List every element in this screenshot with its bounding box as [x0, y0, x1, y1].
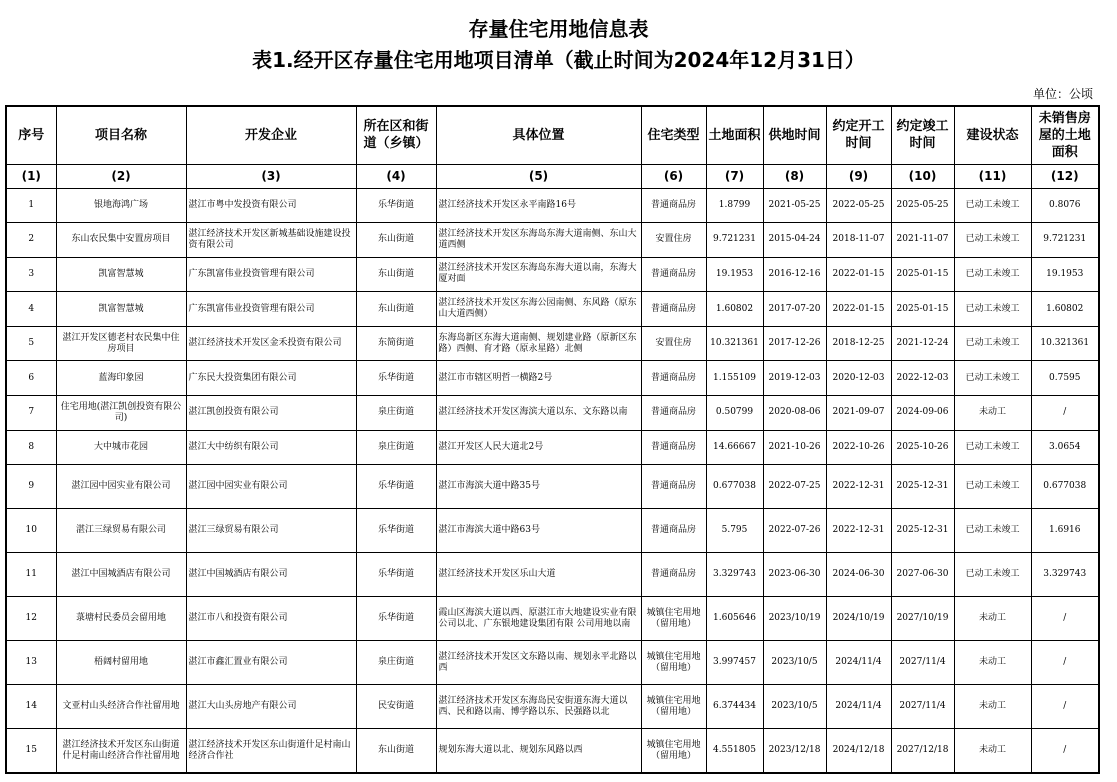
table-row	[6, 597, 1099, 641]
row-number: 3	[6, 257, 56, 292]
location: 湛江经济技术开发区东海岛民安街道东海大道以西、民和路以南、博学路以东、民强路以北	[436, 685, 641, 729]
table-row	[6, 729, 1099, 773]
finish-date: 2025-10-26	[891, 430, 954, 465]
header-cell: 具体位置	[436, 106, 641, 164]
project-name: 大中城市花园	[56, 430, 186, 465]
table-row	[6, 641, 1099, 685]
developer: 湛江经济技术开发区新城基础设施建设投资有限公司	[186, 223, 356, 258]
developer: 湛江大山头房地产有限公司	[186, 685, 356, 729]
column-number-cell: (7)	[706, 164, 763, 188]
finish-date: 2025-01-15	[891, 257, 954, 292]
housing-type: 普通商品房	[641, 509, 706, 553]
row-number: 5	[6, 326, 56, 361]
developer: 湛江市粤中发投资有限公司	[186, 188, 356, 223]
district: 泉庄街道	[356, 641, 436, 685]
build-status: 未动工	[954, 396, 1031, 431]
column-number-cell: (9)	[826, 164, 891, 188]
table-subtitle: 表1.经开区存量住宅用地项目清单（截止时间为2024年12月31日）	[252, 48, 865, 72]
supply-date: 2021-10-26	[763, 430, 826, 465]
table-row	[6, 465, 1099, 509]
location: 湛江经济技术开发区永平南路16号	[436, 188, 641, 223]
start-date: 2022-10-26	[826, 430, 891, 465]
land-area: 10.321361	[706, 326, 763, 361]
district: 泉庄街道	[356, 396, 436, 431]
start-date: 2024-06-30	[826, 553, 891, 597]
build-status: 已动工未竣工	[954, 465, 1031, 509]
table-row	[6, 685, 1099, 729]
land-area: 5.795	[706, 509, 763, 553]
column-number-cell: (2)	[56, 164, 186, 188]
column-number-cell: (6)	[641, 164, 706, 188]
supply-date: 2023-06-30	[763, 553, 826, 597]
build-status: 已动工未竣工	[954, 361, 1031, 396]
location: 湛江市海滨大道中路35号	[436, 465, 641, 509]
finish-date: 2021-12-24	[891, 326, 954, 361]
district: 东山街道	[356, 729, 436, 773]
start-date: 2022-12-31	[826, 465, 891, 509]
table-row	[6, 361, 1099, 396]
land-area: 14.66667	[706, 430, 763, 465]
header-cell: 土地面积	[706, 106, 763, 164]
build-status: 已动工未竣工	[954, 509, 1031, 553]
start-date: 2024/12/18	[826, 729, 891, 773]
column-number-cell: (4)	[356, 164, 436, 188]
supply-date: 2023/10/19	[763, 597, 826, 641]
supply-date: 2017-12-26	[763, 326, 826, 361]
table-row	[6, 509, 1099, 553]
project-name: 梧阔村留用地	[56, 641, 186, 685]
supply-date: 2022-07-26	[763, 509, 826, 553]
unsold-area: /	[1031, 641, 1099, 685]
column-number-row	[6, 164, 1099, 188]
header-cell: 序号	[6, 106, 56, 164]
supply-date: 2022-07-25	[763, 465, 826, 509]
start-date: 2024/11/4	[826, 685, 891, 729]
housing-type: 普通商品房	[641, 430, 706, 465]
district: 民安街道	[356, 685, 436, 729]
build-status: 已动工未竣工	[954, 430, 1031, 465]
finish-date: 2027/12/18	[891, 729, 954, 773]
header-cell: 住宅类型	[641, 106, 706, 164]
land-area: 3.329743	[706, 553, 763, 597]
column-number-cell: (12)	[1031, 164, 1099, 188]
unsold-area: 0.7595	[1031, 361, 1099, 396]
finish-date: 2025-05-25	[891, 188, 954, 223]
table-row	[6, 553, 1099, 597]
location: 东海岛新区东海大道南侧、规划建业路（原新区东路）西侧、育才路（原永星路）北侧	[436, 326, 641, 361]
district: 东山街道	[356, 292, 436, 327]
unsold-area: 19.1953	[1031, 257, 1099, 292]
district: 乐华街道	[356, 597, 436, 641]
row-number: 7	[6, 396, 56, 431]
build-status: 未动工	[954, 597, 1031, 641]
table-row	[6, 188, 1099, 223]
housing-type: 城镇住宅用地（留用地）	[641, 641, 706, 685]
project-name: 住宅用地(湛江凯创投资有限公司)	[56, 396, 186, 431]
finish-date: 2027-06-30	[891, 553, 954, 597]
housing-type: 普通商品房	[641, 465, 706, 509]
developer: 湛江中国城酒店有限公司	[186, 553, 356, 597]
developer: 广东凯富伟业投资管理有限公司	[186, 257, 356, 292]
row-number: 2	[6, 223, 56, 258]
unsold-area: 3.0654	[1031, 430, 1099, 465]
finish-date: 2025-01-15	[891, 292, 954, 327]
project-name: 菉塘村民委员会留用地	[56, 597, 186, 641]
housing-type: 普通商品房	[641, 188, 706, 223]
housing-type: 普通商品房	[641, 553, 706, 597]
build-status: 已动工未竣工	[954, 188, 1031, 223]
housing-type: 城镇住宅用地（留用地）	[641, 729, 706, 773]
location: 湛江市海滨大道中路63号	[436, 509, 641, 553]
district: 泉庄街道	[356, 430, 436, 465]
location: 湛江市市辖区明哲一横路2号	[436, 361, 641, 396]
unsold-area: 1.60802	[1031, 292, 1099, 327]
district: 乐华街道	[356, 553, 436, 597]
supply-date: 2017-07-20	[763, 292, 826, 327]
land-area: 19.1953	[706, 257, 763, 292]
header-cell: 约定开工时间	[826, 106, 891, 164]
housing-type: 城镇住宅用地（留用地）	[641, 685, 706, 729]
table-row	[6, 223, 1099, 258]
location: 霞山区海滨大道以西、原湛江市大地建设实业有限公司以北、广东银地建设集团有限 公司用地以南	[436, 597, 641, 641]
project-name: 凯富智慧城	[56, 257, 186, 292]
header-cell: 供地时间	[763, 106, 826, 164]
housing-type: 普通商品房	[641, 361, 706, 396]
project-name: 文亚村山头经济合作社留用地	[56, 685, 186, 729]
start-date: 2024/11/4	[826, 641, 891, 685]
project-name: 湛江园中园实业有限公司	[56, 465, 186, 509]
project-name: 湛江三绿贸易有限公司	[56, 509, 186, 553]
row-number: 14	[6, 685, 56, 729]
district: 东山街道	[356, 257, 436, 292]
row-number: 1	[6, 188, 56, 223]
unsold-area: 10.321361	[1031, 326, 1099, 361]
header-cell: 开发企业	[186, 106, 356, 164]
district: 乐华街道	[356, 465, 436, 509]
project-name: 湛江经济技术开发区东山街道什足村南山经济合作社留用地	[56, 729, 186, 773]
start-date: 2021-09-07	[826, 396, 891, 431]
unsold-area: /	[1031, 396, 1099, 431]
location: 湛江经济技术开发区乐山大道	[436, 553, 641, 597]
developer: 湛江市八和投资有限公司	[186, 597, 356, 641]
row-number: 10	[6, 509, 56, 553]
build-status: 已动工未竣工	[954, 553, 1031, 597]
start-date: 2022-01-15	[826, 292, 891, 327]
row-number: 11	[6, 553, 56, 597]
location: 湛江开发区人民大道北2号	[436, 430, 641, 465]
developer: 湛江市鑫汇置业有限公司	[186, 641, 356, 685]
row-number: 9	[6, 465, 56, 509]
district: 乐华街道	[356, 509, 436, 553]
project-name: 湛江中国城酒店有限公司	[56, 553, 186, 597]
column-number-cell: (11)	[954, 164, 1031, 188]
finish-date: 2025-12-31	[891, 509, 954, 553]
project-name: 东山农民集中安置房项目	[56, 223, 186, 258]
finish-date: 2025-12-31	[891, 465, 954, 509]
housing-type: 普通商品房	[641, 396, 706, 431]
district: 乐华街道	[356, 361, 436, 396]
land-table	[5, 105, 1100, 774]
start-date: 2022-12-31	[826, 509, 891, 553]
land-area: 3.997457	[706, 641, 763, 685]
build-status: 已动工未竣工	[954, 223, 1031, 258]
build-status: 未动工	[954, 729, 1031, 773]
developer: 湛江园中园实业有限公司	[186, 465, 356, 509]
finish-date: 2021-11-07	[891, 223, 954, 258]
build-status: 已动工未竣工	[954, 292, 1031, 327]
header-cell: 项目名称	[56, 106, 186, 164]
header-cell: 建设状态	[954, 106, 1031, 164]
supply-date: 2015-04-24	[763, 223, 826, 258]
location: 湛江经济技术开发区海滨大道以东、文东路以南	[436, 396, 641, 431]
housing-type: 安置住房	[641, 223, 706, 258]
location: 湛江经济技术开发区文东路以南、规划永平北路以西	[436, 641, 641, 685]
table-row	[6, 396, 1099, 431]
developer: 湛江经济技术开发区东山街道什足村南山经济合作社	[186, 729, 356, 773]
location: 规划东海大道以北、规划东风路以西	[436, 729, 641, 773]
finish-date: 2024-09-06	[891, 396, 954, 431]
developer: 广东凯富伟业投资管理有限公司	[186, 292, 356, 327]
housing-type: 城镇住宅用地（留用地）	[641, 597, 706, 641]
start-date: 2018-12-25	[826, 326, 891, 361]
supply-date: 2019-12-03	[763, 361, 826, 396]
land-area: 4.551805	[706, 729, 763, 773]
unsold-area: 0.677038	[1031, 465, 1099, 509]
table-row	[6, 292, 1099, 327]
supply-date: 2016-12-16	[763, 257, 826, 292]
housing-type: 安置住房	[641, 326, 706, 361]
project-name: 蓝海印象园	[56, 361, 186, 396]
unsold-area: /	[1031, 597, 1099, 641]
row-number: 8	[6, 430, 56, 465]
district: 东简街道	[356, 326, 436, 361]
finish-date: 2027/10/19	[891, 597, 954, 641]
header-row	[6, 106, 1099, 164]
column-number-cell: (8)	[763, 164, 826, 188]
column-number-cell: (5)	[436, 164, 641, 188]
district: 东山街道	[356, 223, 436, 258]
land-area: 1.60802	[706, 292, 763, 327]
finish-date: 2027/11/4	[891, 641, 954, 685]
supply-date: 2020-08-06	[763, 396, 826, 431]
unsold-area: 3.329743	[1031, 553, 1099, 597]
land-area: 0.677038	[706, 465, 763, 509]
district: 乐华街道	[356, 188, 436, 223]
start-date: 2018-11-07	[826, 223, 891, 258]
start-date: 2022-05-25	[826, 188, 891, 223]
start-date: 2022-01-15	[826, 257, 891, 292]
housing-type: 普通商品房	[641, 257, 706, 292]
unsold-area: /	[1031, 685, 1099, 729]
supply-date: 2021-05-25	[763, 188, 826, 223]
project-name: 凯富智慧城	[56, 292, 186, 327]
project-name: 湛江开发区德老村农民集中住房项目	[56, 326, 186, 361]
page-title: 存量住宅用地信息表	[468, 17, 649, 41]
land-area: 9.721231	[706, 223, 763, 258]
unsold-area: /	[1031, 729, 1099, 773]
developer: 湛江三绿贸易有限公司	[186, 509, 356, 553]
land-area: 1.8799	[706, 188, 763, 223]
table-row	[6, 430, 1099, 465]
finish-date: 2022-12-03	[891, 361, 954, 396]
build-status: 已动工未竣工	[954, 326, 1031, 361]
row-number: 15	[6, 729, 56, 773]
developer: 湛江经济技术开发区金禾投资有限公司	[186, 326, 356, 361]
land-area: 1.605646	[706, 597, 763, 641]
developer: 广东民大投资集团有限公司	[186, 361, 356, 396]
unsold-area: 9.721231	[1031, 223, 1099, 258]
land-area: 1.155109	[706, 361, 763, 396]
project-name: 银地海鸿广场	[56, 188, 186, 223]
supply-date: 2023/10/5	[763, 641, 826, 685]
finish-date: 2027/11/4	[891, 685, 954, 729]
build-status: 未动工	[954, 641, 1031, 685]
row-number: 6	[6, 361, 56, 396]
table-row	[6, 257, 1099, 292]
row-number: 4	[6, 292, 56, 327]
build-status: 未动工	[954, 685, 1031, 729]
header-cell: 未销售房屋的土地面积	[1031, 106, 1099, 164]
unit-label: 单位：公顷	[1032, 87, 1093, 101]
column-number-cell: (1)	[6, 164, 56, 188]
row-number: 13	[6, 641, 56, 685]
housing-type: 普通商品房	[641, 292, 706, 327]
header-cell: 约定竣工时间	[891, 106, 954, 164]
header-cell: 所在区和街道（乡镇）	[356, 106, 436, 164]
row-number: 12	[6, 597, 56, 641]
location: 湛江经济技术开发区东海公园南侧、东风路（原东山大道西侧）	[436, 292, 641, 327]
developer: 湛江大中纺织有限公司	[186, 430, 356, 465]
location: 湛江经济技术开发区东海岛东海大道以南，东海大厦对面	[436, 257, 641, 292]
developer: 湛江凯创投资有限公司	[186, 396, 356, 431]
unsold-area: 0.8076	[1031, 188, 1099, 223]
land-area: 0.50799	[706, 396, 763, 431]
supply-date: 2023/12/18	[763, 729, 826, 773]
land-area: 6.374434	[706, 685, 763, 729]
column-number-cell: (3)	[186, 164, 356, 188]
location: 湛江经济技术开发区东海岛东海大道南侧、东山大道西侧	[436, 223, 641, 258]
build-status: 已动工未竣工	[954, 257, 1031, 292]
unsold-area: 1.6916	[1031, 509, 1099, 553]
supply-date: 2023/10/5	[763, 685, 826, 729]
start-date: 2020-12-03	[826, 361, 891, 396]
table-row	[6, 326, 1099, 361]
start-date: 2024/10/19	[826, 597, 891, 641]
column-number-cell: (10)	[891, 164, 954, 188]
